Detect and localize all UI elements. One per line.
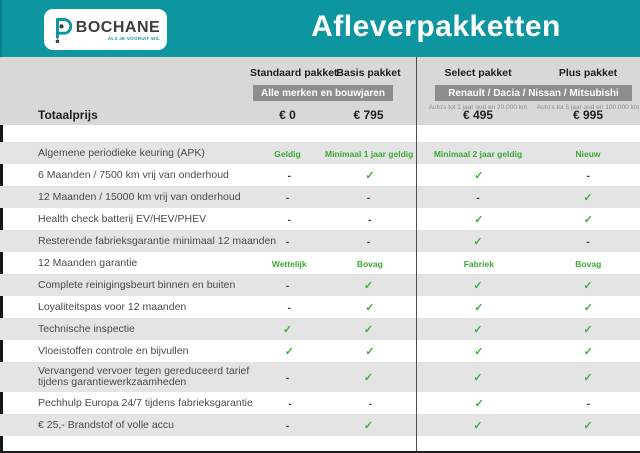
check-icon: ✓ (363, 324, 374, 336)
row-label-line: Health check batterij EV/HEV/PHEV (38, 212, 207, 225)
check-icon: ✓ (474, 302, 484, 314)
row-label-line: Technische inspectie (38, 322, 135, 335)
price-1: € 795 (353, 108, 384, 122)
row-label (0, 148, 250, 159)
table-row (0, 296, 640, 318)
check-icon: ✓ (473, 420, 483, 432)
table-row (0, 164, 640, 186)
check-icon: ✓ (583, 324, 593, 336)
table-row (0, 414, 640, 436)
value-text: Geldig (274, 149, 301, 159)
dash-icon: - (285, 237, 290, 248)
row-label-line: Vloeistoffen controle en bijvullen (38, 344, 189, 357)
price-3: € 995 (572, 108, 604, 122)
check-icon: ✓ (473, 280, 483, 292)
table-row (0, 340, 640, 362)
value-cell (536, 232, 640, 250)
dash-icon: - (586, 171, 590, 182)
row-label (3, 170, 252, 181)
value-cell (422, 394, 537, 412)
row-label (3, 398, 253, 409)
band-gap (0, 125, 640, 142)
row-label-line: 12 Maanden garantie (38, 256, 138, 269)
value-cell (536, 320, 640, 338)
value-cell (325, 416, 412, 434)
value-cell (327, 342, 414, 360)
value-text: Wettelijk (271, 259, 307, 269)
value-cell (250, 188, 325, 206)
value-cell (327, 166, 414, 184)
dash-icon: - (476, 193, 480, 204)
column-header-0: Standaard pakket (250, 67, 338, 79)
row-label-line: 12 Maanden / 15000 km vrij van onderhoud (38, 190, 241, 203)
value-text: Fabriek (463, 259, 494, 269)
value-text: Bovag (575, 259, 602, 269)
table-row (0, 142, 640, 164)
value-cell (536, 144, 640, 162)
value-cell (421, 342, 536, 360)
check-icon: ✓ (282, 324, 293, 336)
dash-icon: - (368, 215, 372, 226)
row-label-line: Algemene periodieke keuring (APK) (38, 146, 205, 159)
check-icon: ✓ (474, 214, 484, 226)
table-row (0, 186, 640, 208)
value-cell (421, 210, 536, 228)
row-label (0, 234, 277, 247)
group-badge-all-brands: Alle merken en bouwjaren (253, 85, 393, 101)
table-row (0, 230, 640, 252)
total-price-label: Totaalprijs (38, 108, 98, 122)
value-cell (421, 298, 536, 316)
value-cell (536, 416, 640, 434)
value-cell (325, 232, 412, 250)
value-cell (537, 394, 640, 412)
row-label (3, 346, 252, 357)
check-icon: ✓ (583, 302, 593, 314)
dash-icon: - (586, 237, 590, 248)
check-icon: ✓ (363, 420, 374, 432)
value-cell (252, 254, 327, 272)
table-row (0, 392, 640, 414)
dash-icon: - (287, 171, 291, 182)
check-icon: ✓ (473, 236, 483, 248)
row-label-line: Loyaliteitspas voor 12 maanden (38, 300, 187, 313)
dash-icon: - (287, 215, 291, 226)
value-cell (252, 298, 327, 316)
row-label (0, 366, 250, 388)
dash-icon: - (586, 399, 591, 410)
feature-rows (0, 142, 640, 436)
value-text: Bovag (356, 259, 383, 269)
plus-pakket-note: Auto's tot 5 jaar oud en 100.000 km (536, 104, 640, 111)
value-cell (327, 298, 414, 316)
table-row (0, 362, 640, 392)
row-label (3, 214, 252, 225)
row-label-line: Complete reinigingsbeurt binnen en buiten (38, 278, 236, 291)
check-icon: ✓ (284, 346, 294, 358)
dash-icon: - (285, 421, 290, 432)
dash-icon: - (287, 303, 291, 314)
dash-icon: - (288, 399, 292, 410)
value-cell (536, 188, 640, 206)
bochane-logo-icon (51, 16, 72, 44)
value-cell (537, 254, 640, 272)
logo-wordmark: BOCHANE (75, 18, 161, 36)
value-cell (325, 276, 412, 294)
column-headers-row (0, 66, 640, 80)
logo-text (76, 19, 160, 41)
value-cell (325, 144, 412, 162)
table-row (0, 274, 640, 296)
dash-icon: - (366, 193, 371, 204)
row-label (3, 258, 252, 269)
price-2: € 495 (462, 108, 494, 122)
group-badge-renault-group: Renault / Dacia / Nissan / Mitsubishi (435, 85, 632, 101)
column-header-3: Plus pakket (558, 67, 618, 79)
value-cell (250, 276, 325, 294)
check-icon: ✓ (583, 420, 593, 432)
value-cell (252, 210, 327, 228)
column-header-2: Select pakket (444, 67, 512, 79)
row-label-line: Resterende fabrieksgarantie minimaal 12 maanden (38, 234, 277, 247)
value-cell (536, 276, 640, 294)
value-cell (327, 394, 413, 412)
check-icon: ✓ (474, 346, 484, 358)
row-label-line: Vervangend vervoer tegen gereduceerd tarief (38, 365, 250, 377)
logo-tagline: ALS JE VOORUIT WIL (107, 35, 161, 41)
check-icon: ✓ (365, 302, 375, 314)
value-cell (327, 210, 414, 228)
value-cell (420, 416, 536, 434)
page-header (0, 0, 640, 57)
dash-icon: - (285, 281, 290, 292)
value-text: Minimaal 1 jaar geldig (325, 149, 414, 159)
value-cell (420, 368, 536, 386)
value-cell (537, 166, 640, 184)
check-icon: ✓ (473, 324, 483, 336)
table-row (0, 318, 640, 340)
check-icon: ✓ (473, 372, 483, 384)
value-cell (421, 254, 536, 272)
value-cell (420, 320, 536, 338)
value-cell (252, 342, 327, 360)
value-cell (327, 254, 414, 272)
total-price-row (0, 107, 640, 123)
column-divider-line (416, 57, 417, 451)
check-icon: ✓ (583, 192, 593, 204)
check-icon: ✓ (583, 372, 593, 384)
dash-icon: - (285, 373, 290, 384)
bottom-strip (0, 436, 640, 451)
row-label (0, 192, 250, 203)
value-cell (537, 298, 640, 316)
dash-icon: - (285, 193, 290, 204)
row-label-line: tijdens garantiewerkzaamheden (38, 376, 187, 388)
bochane-logo (44, 9, 167, 50)
column-header-1: Basis pakket (336, 67, 401, 79)
table-row (0, 252, 640, 274)
value-cell (537, 342, 640, 360)
select-pakket-note: Auto's tot 1 jaar oud en 20.000 km (428, 104, 528, 111)
check-icon: ✓ (474, 170, 484, 182)
value-cell (325, 368, 412, 386)
value-cell (420, 276, 536, 294)
row-label-line: Pechhulp Europa 24/7 tijdens fabrieksgarantie (38, 396, 253, 409)
value-cell (537, 210, 640, 228)
row-label-line: 6 Maanden / 7500 km vrij van onderhoud (38, 168, 229, 181)
check-icon: ✓ (583, 280, 593, 292)
check-icon: ✓ (365, 346, 375, 358)
value-cell (421, 166, 536, 184)
value-cell (250, 368, 325, 386)
value-text: Minimaal 2 jaar geldig (433, 149, 523, 159)
value-cell (420, 232, 536, 250)
value-text: Nieuw (575, 149, 601, 159)
check-icon: ✓ (363, 280, 374, 292)
value-cell (325, 188, 412, 206)
value-cell (420, 144, 536, 162)
row-label (3, 302, 252, 313)
value-cell (325, 320, 412, 338)
dash-icon: - (368, 399, 373, 410)
check-icon: ✓ (363, 372, 374, 384)
value-cell (250, 232, 325, 250)
check-icon: ✓ (365, 170, 375, 182)
value-cell (250, 416, 325, 434)
page-title: Afleverpakketten (311, 10, 561, 43)
value-cell (250, 144, 325, 162)
table-header-band (0, 57, 640, 125)
value-cell (253, 394, 327, 412)
value-cell (250, 320, 325, 338)
row-label (0, 324, 250, 335)
check-icon: ✓ (583, 346, 593, 358)
row-label (0, 280, 250, 291)
price-0: € 0 (279, 108, 296, 122)
dash-icon: - (366, 237, 371, 248)
value-cell (420, 188, 536, 206)
value-cell (536, 368, 640, 386)
row-label (0, 420, 250, 431)
check-icon: ✓ (583, 214, 593, 226)
value-cell (252, 166, 327, 184)
table-row (0, 208, 640, 230)
check-icon: ✓ (474, 398, 484, 410)
row-label-line: € 25,- Brandstof of volle accu (38, 418, 174, 431)
